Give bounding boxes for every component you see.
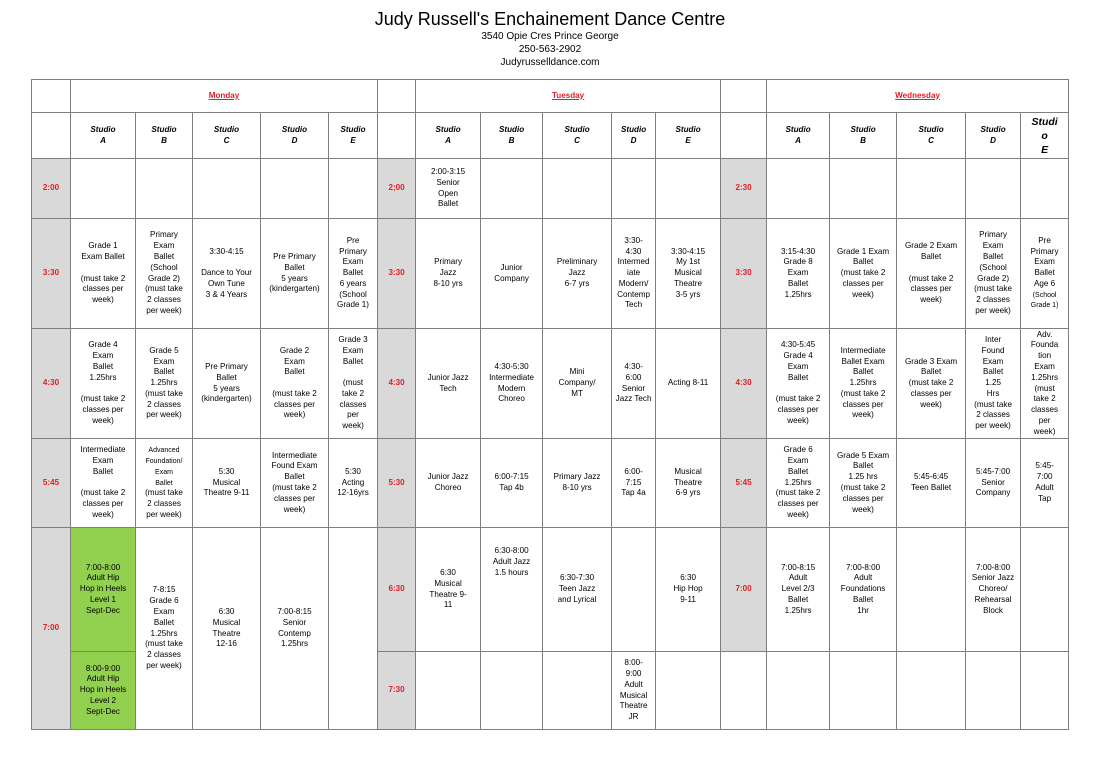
wednesday-studio-d: Studio D <box>966 113 1021 159</box>
schedule-cell <box>612 528 656 652</box>
class-cell: Grade 4 Exam Ballet 1.25hrs (must take 2 classes per week) <box>71 329 136 439</box>
class-cell: Musical Theatre 6-9 yrs <box>656 439 721 528</box>
schedule-cell <box>481 159 543 219</box>
class-cell: Adv. Founda tion Exam 1.25hrs (must take 2 classes per week) <box>1021 329 1069 439</box>
tuesday-time-label: 5:30 <box>378 439 416 528</box>
studio-website: Judyrusselldance.com <box>500 57 600 68</box>
class-cell: 5:30 Musical Theatre 9-11 <box>193 439 261 528</box>
corner-cell <box>32 113 71 159</box>
class-cell <box>1021 219 1069 329</box>
day-header-wednesday: Wednesday <box>767 80 1069 113</box>
class-cell: 7:00-8:00 Adult Hip Hop in Heels Level 1 Sept-Dec <box>71 528 136 652</box>
monday-time-label: 2:00 <box>32 159 71 219</box>
class-cell: 3:30-4:15 Dance to Your Own Tune 3 & 4 Years <box>193 219 261 329</box>
monday-studio-a: Studio A <box>71 113 136 159</box>
monday-time-label: 5:45 <box>32 439 71 528</box>
wednesday-studio-a: Studio A <box>767 113 830 159</box>
wednesday-time-label: 7:00 <box>721 528 767 652</box>
schedule-cell <box>543 652 612 730</box>
schedule-cell <box>136 159 193 219</box>
class-cell: 3:15-4:30 Grade 8 Exam Ballet 1.25hrs <box>767 219 830 329</box>
spacer-cell <box>721 80 767 113</box>
schedule-cell <box>830 652 897 730</box>
schedule-cell <box>612 159 656 219</box>
schedule-cell <box>193 159 261 219</box>
class-cell: 2:00-3:15 Senior Open Ballet <box>416 159 481 219</box>
class-text: Advanced Foundation/ Exam Ballet <box>145 447 183 487</box>
studio-phone: 250-563-2902 <box>518 44 582 55</box>
wednesday-studio-c: Studio C <box>897 113 966 159</box>
schedule-cell <box>656 652 721 730</box>
tuesday-studio-d: Studio D <box>612 113 656 159</box>
class-cell: Grade 5 Exam Ballet 1.25hrs (must take 2 classes per week) <box>136 329 193 439</box>
tuesday-studio-a: Studio A <box>416 113 481 159</box>
class-cell: Inter Found Exam Ballet 1.25 Hrs (must take 2 classes per week) <box>966 329 1021 439</box>
monday-studio-c: Studio C <box>193 113 261 159</box>
monday-time-label: 3:30 <box>32 219 71 329</box>
class-cell: 6:30-8:00 Adult Jazz 1.5 hours <box>481 528 543 652</box>
class-cell: 6:30-7:30 Teen Jazz and Lyrical <box>543 528 612 652</box>
class-text: Pre Primary Exam Ballet Age 6 <box>1030 235 1059 288</box>
class-cell: 4:30-5:30 Intermediate Modern Choreo <box>481 329 543 439</box>
schedule-cell <box>329 159 378 219</box>
class-note: (must take 2 classes per week) <box>145 488 183 519</box>
class-cell: 6:30 Hip Hop 9-11 <box>656 528 721 652</box>
wednesday-time-label: 3:30 <box>721 219 767 329</box>
class-cell: 3:30-4:15 My 1st Musical Theatre 3-5 yrs <box>656 219 721 329</box>
schedule-cell <box>1021 528 1069 652</box>
class-cell: Pre Primary Ballet 5 years (kindergarten) <box>193 329 261 439</box>
schedule-cell <box>966 652 1021 730</box>
monday-studio-b: Studio B <box>136 113 193 159</box>
day-header-tuesday: Tuesday <box>416 80 721 113</box>
schedule-cell <box>329 528 378 730</box>
day-header-monday: Monday <box>71 80 378 113</box>
class-cell: 5:45- 7:00 Adult Tap <box>1021 439 1069 528</box>
class-cell: Mini Company/ MT <box>543 329 612 439</box>
schedule-cell <box>1021 159 1069 219</box>
class-cell: 7-8:15 Grade 6 Exam Ballet 1.25hrs (must take 2 classes per week) <box>136 528 193 730</box>
class-cell: 5:45-7:00 Senior Company <box>966 439 1021 528</box>
schedule-cell <box>71 159 136 219</box>
tuesday-studio-c: Studio C <box>543 113 612 159</box>
tuesday-studio-e: Studio E <box>656 113 721 159</box>
wednesday-time-label: 4:30 <box>721 329 767 439</box>
wednesday-time-label: 2:30 <box>721 159 767 219</box>
spacer-cell <box>721 113 767 159</box>
class-cell: Preliminary Jazz 6-7 yrs <box>543 219 612 329</box>
tuesday-time-label: 4:30 <box>378 329 416 439</box>
class-cell: Grade 3 Exam Ballet (must take 2 classes per week) <box>897 329 966 439</box>
wednesday-time-label: 5:45 <box>721 439 767 528</box>
schedule-table <box>31 79 1069 730</box>
spacer-cell <box>378 113 416 159</box>
tuesday-time-label: 6:30 <box>378 528 416 652</box>
class-cell: Junior Company <box>481 219 543 329</box>
schedule-cell <box>897 652 966 730</box>
class-cell: 5:45-6:45 Teen Ballet <box>897 439 966 528</box>
class-cell: Acting 8-11 <box>656 329 721 439</box>
class-cell: Grade 5 Exam Ballet 1.25 hrs (must take 2 classes per week) <box>830 439 897 528</box>
schedule-cell <box>416 652 481 730</box>
class-cell: 3:30- 4:30 Intermed iate Modern/ Contemp Tech <box>612 219 656 329</box>
studio-address: 3540 Opie Cres Prince George <box>481 31 619 42</box>
class-cell: Primary Jazz 8-10 yrs <box>543 439 612 528</box>
schedule-cell <box>897 159 966 219</box>
class-cell: Intermediate Exam Ballet (must take 2 classes per week) <box>71 439 136 528</box>
class-cell: 7:00-8:00 Senior Jazz Choreo/ Rehearsal Block <box>966 528 1021 652</box>
schedule-cell <box>897 528 966 652</box>
schedule-cell <box>966 159 1021 219</box>
monday-time-label: 7:00 <box>32 528 71 730</box>
tuesday-time-label: 2;00 <box>378 159 416 219</box>
class-cell: Primary Exam Ballet (School Grade 2) (must take 2 classes per week) <box>966 219 1021 329</box>
schedule-cell <box>481 652 543 730</box>
tuesday-time-label: 7:30 <box>378 652 416 730</box>
monday-studio-e: Studio E <box>329 113 378 159</box>
schedule-header <box>0 8 1100 69</box>
spacer-cell <box>378 80 416 113</box>
class-cell: Intermediate Ballet Exam Ballet 1.25hrs (must take 2 classes per week) <box>830 329 897 439</box>
class-cell: Junior Jazz Tech <box>416 329 481 439</box>
class-cell: Primary Exam Ballet (School Grade 2) (must take 2 classes per week) <box>136 219 193 329</box>
class-cell: Grade 1 Exam Ballet (must take 2 classes per week) <box>830 219 897 329</box>
tuesday-time-label: 3:30 <box>378 219 416 329</box>
tuesday-studio-b: Studio B <box>481 113 543 159</box>
class-cell: 7:00-8:15 Adult Level 2/3 Ballet 1.25hrs <box>767 528 830 652</box>
wednesday-studio-e: Studi o E <box>1021 113 1069 159</box>
schedule-cell <box>830 159 897 219</box>
schedule-cell <box>1021 652 1069 730</box>
class-cell: 4:30- 6:00 Senior Jazz Tech <box>612 329 656 439</box>
class-cell: 5:30 Acting 12-16yrs <box>329 439 378 528</box>
class-cell: 7:00-8:15 Senior Contemp 1.25hrs <box>261 528 329 730</box>
schedule-cell <box>767 159 830 219</box>
monday-studio-d: Studio D <box>261 113 329 159</box>
schedule-cell <box>656 159 721 219</box>
schedule-cell <box>261 159 329 219</box>
schedule-cell <box>721 652 767 730</box>
studio-title: Judy Russell's Enchainement Dance Centre <box>374 9 726 29</box>
class-cell: 6:00- 7:15 Tap 4a <box>612 439 656 528</box>
class-cell: 6:30 Musical Theatre 12-16 <box>193 528 261 730</box>
class-cell: 6:30 Musical Theatre 9- 11 <box>416 528 481 652</box>
wednesday-studio-b: Studio B <box>830 113 897 159</box>
class-cell: Junior Jazz Choreo <box>416 439 481 528</box>
class-cell: 4:30-5:45 Grade 4 Exam Ballet (must take 2 classes per week) <box>767 329 830 439</box>
class-cell: 7:00-8:00 Adult Foundations Ballet 1hr <box>830 528 897 652</box>
schedule-cell <box>767 652 830 730</box>
class-cell: 8:00-9:00 Adult Hip Hop in Heels Level 2 Sept-Dec <box>71 652 136 730</box>
class-cell: Grade 1 Exam Ballet (must take 2 classes per week) <box>71 219 136 329</box>
class-cell: Pre Primary Ballet 5 years (kindergarten) <box>261 219 329 329</box>
class-note: (School Grade 1) <box>1030 291 1059 310</box>
class-cell: Grade 3 Exam Ballet (must take 2 classes per week) <box>329 329 378 439</box>
class-cell: 8:00- 9:00 Adult Musical Theatre JR <box>612 652 656 730</box>
class-cell: Pre Primary Exam Ballet 6 years (School Grade 1) <box>329 219 378 329</box>
monday-time-label: 4:30 <box>32 329 71 439</box>
class-cell: Grade 2 Exam Ballet (must take 2 classes per week) <box>897 219 966 329</box>
class-cell: Grade 2 Exam Ballet (must take 2 classes per week) <box>261 329 329 439</box>
class-cell: Grade 6 Exam Ballet 1.25hrs (must take 2 classes per week) <box>767 439 830 528</box>
class-cell: Primary Jazz 8-10 yrs <box>416 219 481 329</box>
class-cell: Intermediate Found Exam Ballet (must take 2 classes per week) <box>261 439 329 528</box>
schedule-cell <box>543 159 612 219</box>
class-cell: 6:00-7:15 Tap 4b <box>481 439 543 528</box>
corner-cell <box>32 80 71 113</box>
class-cell <box>136 439 193 528</box>
